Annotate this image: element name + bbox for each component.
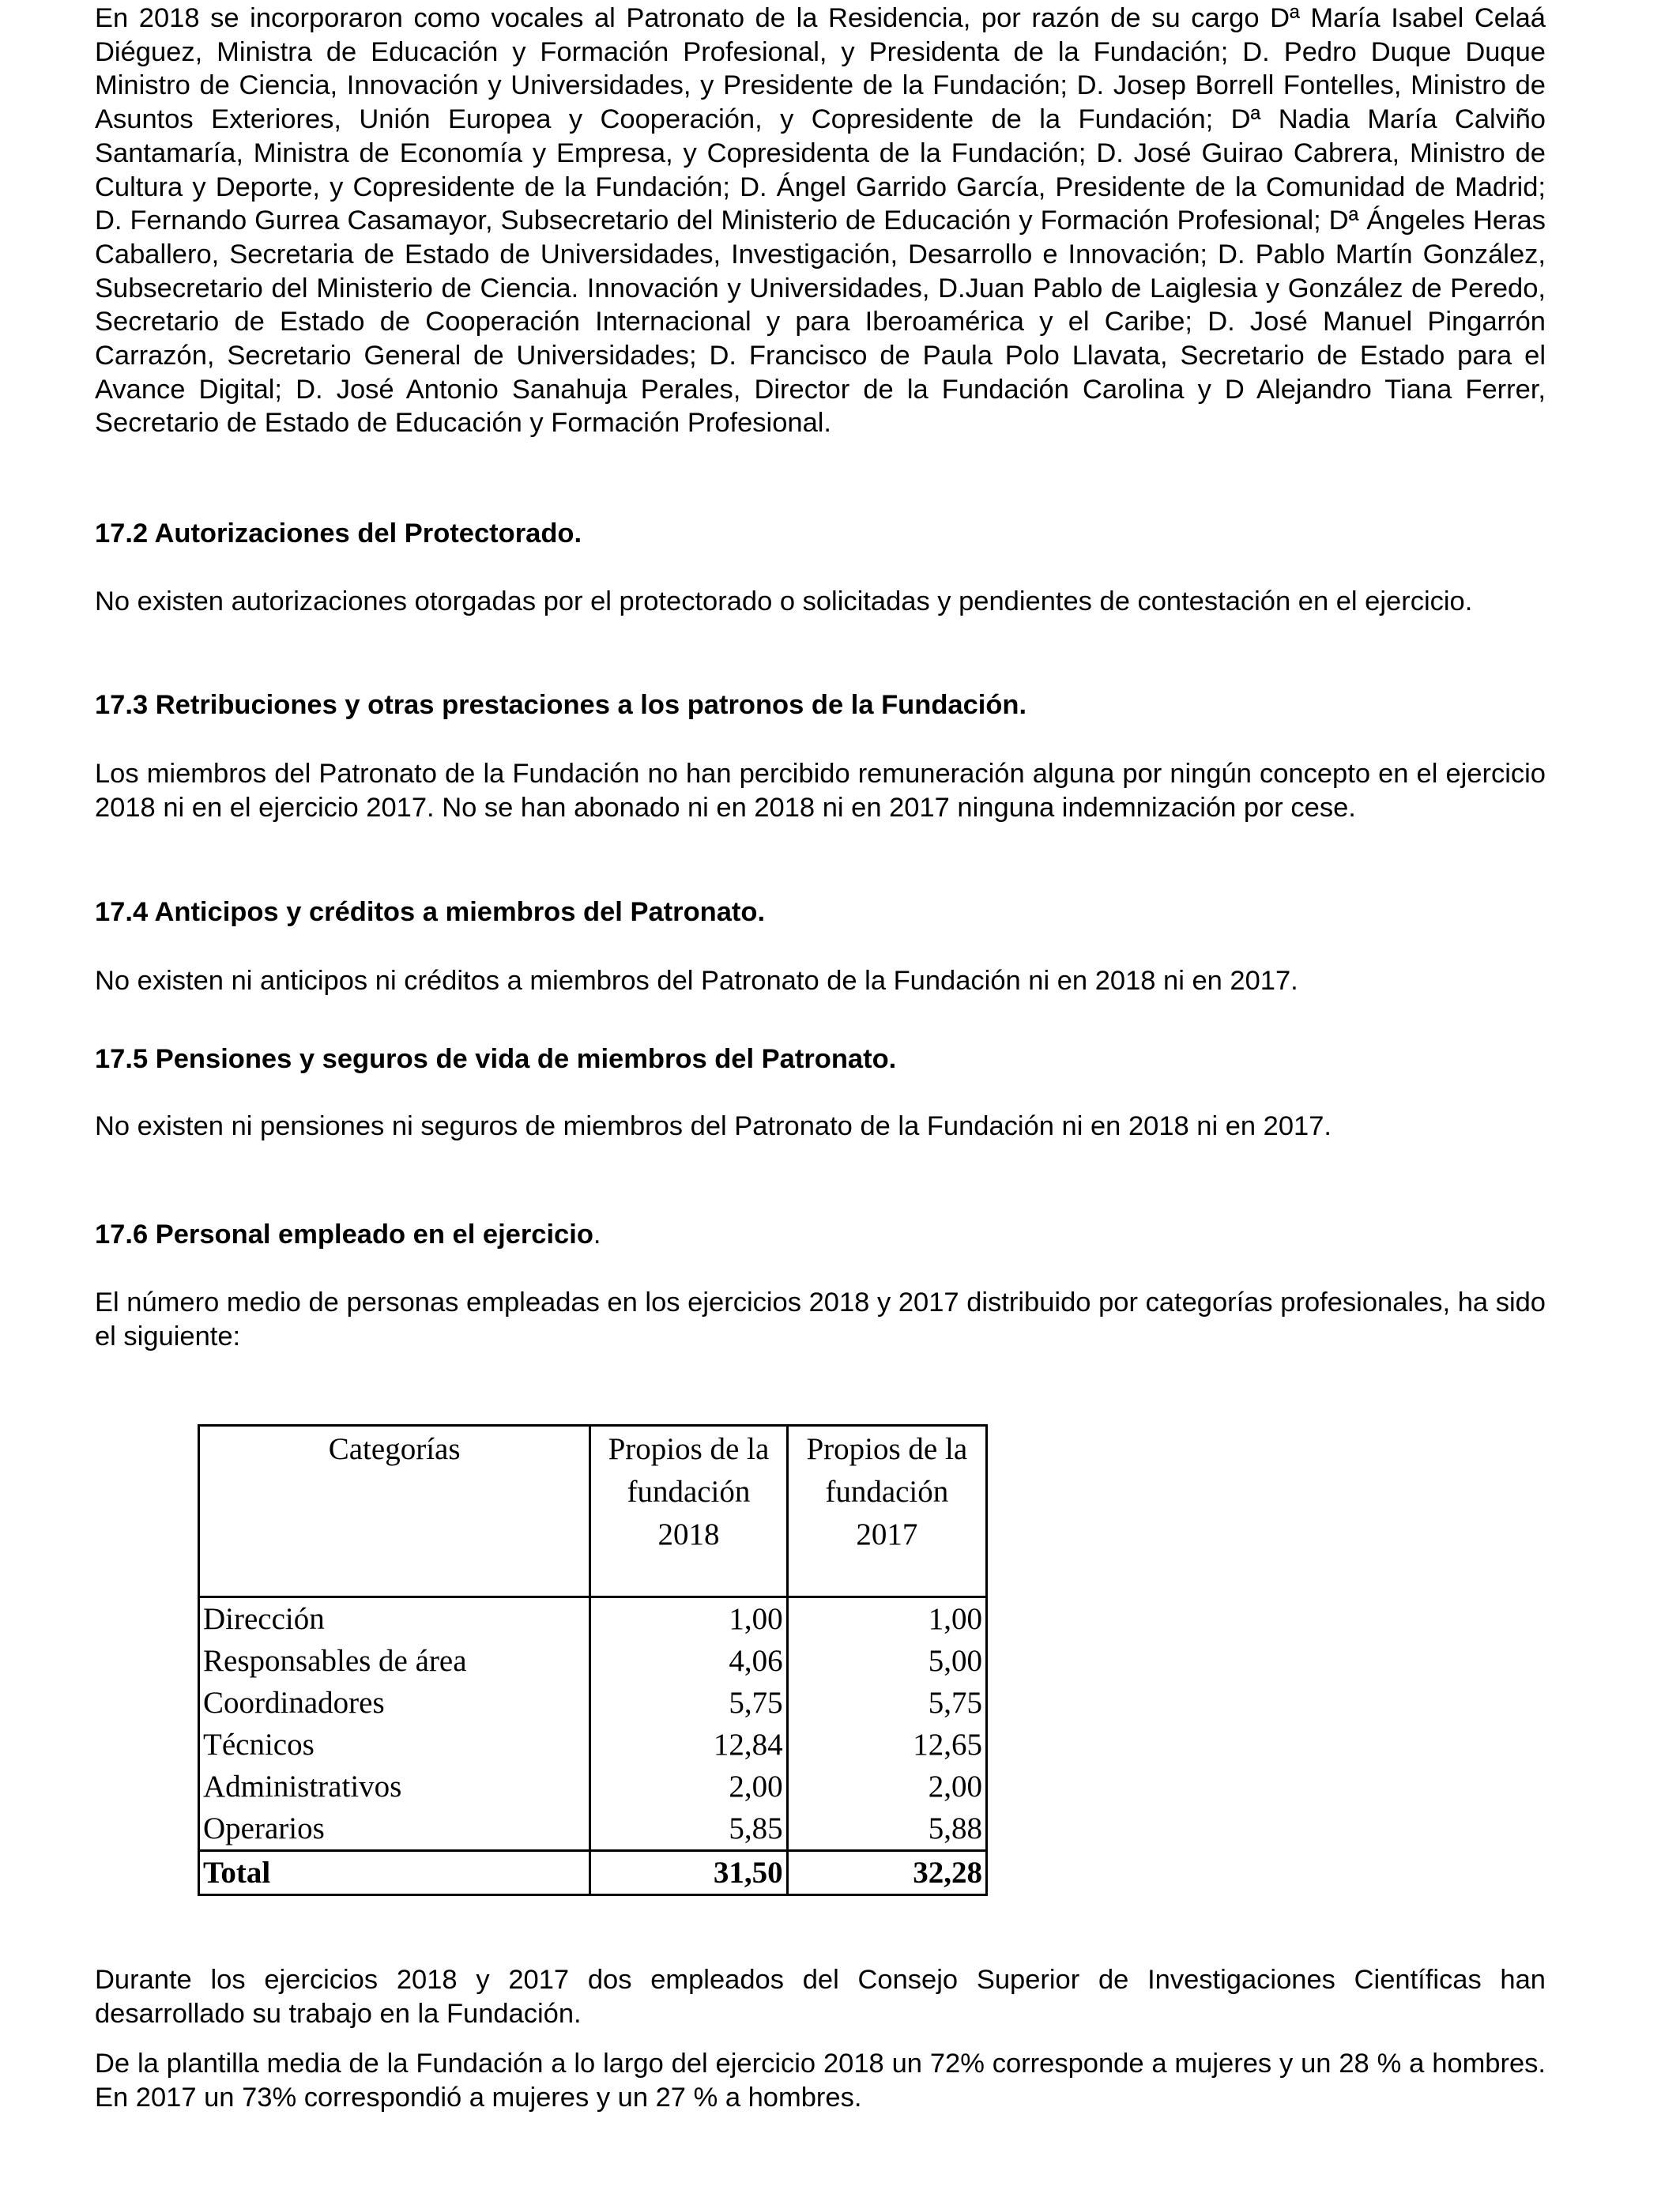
section-body-17-5: No existen ni pensiones ni seguros de miembros del Patronato de la Fundación ni en 2018 ni en 2017. [95,1111,1332,1141]
section-heading-17-4: 17.4 Anticipos y créditos a miembros del Patronato. [95,897,766,927]
total-label: Total [199,1851,590,1895]
row-value-2018: 5,85 [590,1808,787,1851]
row-value-2017: 1,00 [787,1597,986,1641]
section-body-17-6: El número medio de personas empleadas en los ejercicios 2018 y 2017 distribuido por categorías profesionales, ha sido el siguiente: [95,1287,1546,1351]
row-category: Administrativos [199,1766,590,1808]
row-value-2017: 5,88 [787,1808,986,1851]
header-2018: Propios de la fundación 2018 [590,1426,787,1597]
row-value-2018: 5,75 [590,1682,787,1724]
staff-table [198,1424,988,1896]
row-value-2018: 4,06 [590,1640,787,1682]
table-row [199,1597,987,1641]
section-body-17-3: Los miembros del Patronato de la Fundación no han percibido remuneración alguna por ningún concepto en el ejercicio 2018 ni en el ejercicio 2017. No se han abonado ni en 2018 ni en 2017 ninguna indemnización por cese. [95,759,1546,823]
row-value-2017: 2,00 [787,1766,986,1808]
closing-paragraph-gender: De la plantilla media de la Fundación a lo largo del ejercicio 2018 un 72% corresponde a mujeres y un 28 % a hombres. En 2017 un 73% correspondió a mujeres y un 27 % a hombres. [95,2049,1546,2113]
table-row [199,1808,987,1851]
row-value-2017: 5,00 [787,1640,986,1682]
row-category: Operarios [199,1808,590,1851]
section-heading-17-5: 17.5 Pensiones y seguros de vida de miembros del Patronato. [95,1044,897,1074]
row-value-2017: 5,75 [787,1682,986,1724]
table-row [199,1640,987,1682]
total-2018: 31,50 [590,1851,787,1895]
row-value-2017: 12,65 [787,1724,986,1766]
section-heading-17-6-period: . [593,1220,601,1250]
table-row [199,1724,987,1766]
section-heading-17-6 [95,1218,601,1252]
section-heading-17-6-text: 17.6 Personal empleado en el ejercicio [95,1220,593,1250]
header-categorias: Categorías [199,1426,590,1597]
section-body-17-4: No existen ni anticipos ni créditos a miembros del Patronato de la Fundación ni en 2018 ni en 2017. [95,966,1298,996]
row-category: Coordinadores [199,1682,590,1724]
header-2017: Propios de la fundación 2017 [787,1426,986,1597]
row-category: Dirección [199,1597,590,1641]
section-heading-17-3: 17.3 Retribuciones y otras prestaciones a los patronos de la Fundación. [95,690,1027,720]
section-heading-17-2: 17.2 Autorizaciones del Protectorado. [95,518,582,548]
intro-paragraph: En 2018 se incorporaron como vocales al Patronato de la Residencia, por razón de su cargo Dª María Isabel Celaá Diéguez, Ministra de Educación y Formación Profesional, y Presidenta de la Fundación; D. Pedro Duque Duque Ministro de Ciencia, Innovación y Universidades, y Presidente de la Fundación; D. Josep Borrell Fontelles, Ministro de Asuntos Exteriores, Unión Europea y Cooperación, y Copresidente de la Fundación; Dª Nadia María Calviño Santamaría, Ministra de Economía y Empresa, y Copresidenta de la Fundación; D. José Guirao Cabrera, Ministro de Cultura y Deporte, y Copresidente de la Fundación; D. Ángel Garrido García, Presidente de la Comunidad de Madrid; D. Fernando Gurrea Casamayor, Subsecretario del Ministerio de Educación y Formación Profesional; Dª Ángeles Heras Caballero, Secretaria de Estado de Universidades, Investigación, Desarrollo e Innovación; D. Pablo Martín González, Subsecretario del Ministerio de Ciencia. Innovación y Universidades, D.Juan Pablo de Laiglesia y González de Peredo, Secretario de Estado de Cooperación Internacional y para Iberoamérica y el Caribe; D. José Manuel Pingarrón Carrazón, Secretario General de Universidades; D. Francisco de Paula Polo Llavata, Secretario de Estado para el Avance Digital; D. José Antonio Sanahuja Perales, Director de la Fundación Carolina y D Alejandro Tiana Ferrer, Secretario de Estado de Educación y Formación Profesional. [95,3,1546,439]
row-value-2018: 2,00 [590,1766,787,1808]
section-body-17-2: No existen autorizaciones otorgadas por el protectorado o solicitadas y pendientes de contestación en el ejercicio. [95,586,1473,616]
closing-paragraph-csic: Durante los ejercicios 2018 y 2017 dos empleados del Consejo Superior de Investigaciones Científicas han desarrollado su trabajo en la Fundación. [95,1965,1546,2029]
table-row [199,1766,987,1808]
row-category: Técnicos [199,1724,590,1766]
row-category: Responsables de área [199,1640,590,1682]
row-value-2018: 1,00 [590,1597,787,1641]
table-total-row [199,1851,987,1895]
table-header-row [199,1426,987,1597]
table-row [199,1682,987,1724]
total-2017: 32,28 [787,1851,986,1895]
row-value-2018: 12,84 [590,1724,787,1766]
